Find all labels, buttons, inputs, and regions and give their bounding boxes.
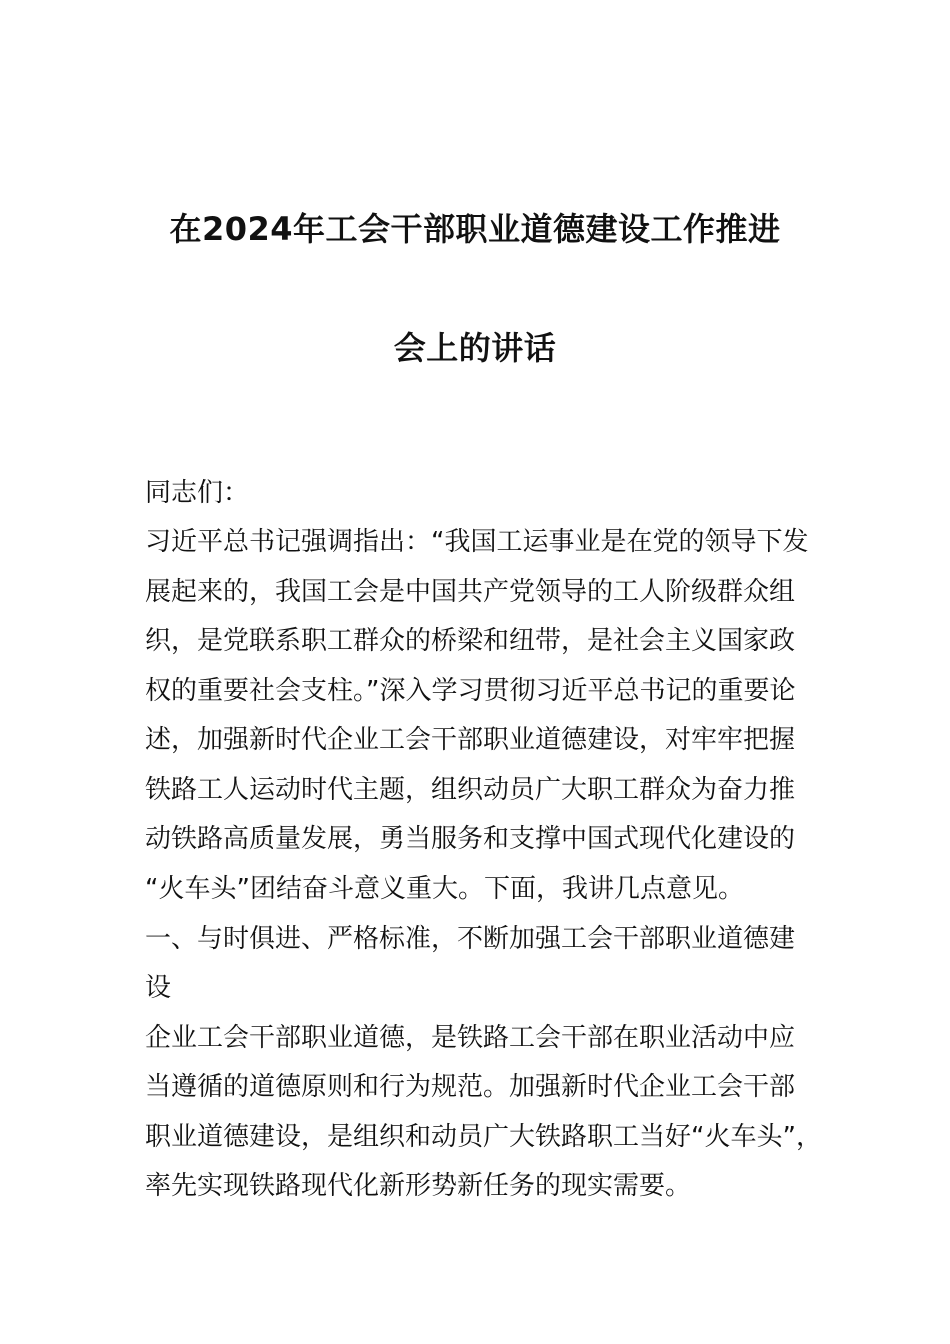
body-line-1: 习近平总书记强调指出：“我国工运事业是在党的领导下发 <box>145 527 809 557</box>
section-heading-line-1: 一、与时俱进、严格标准，不断加强工会干部职业道德建 <box>145 924 796 954</box>
body-line-10: 当遵循的道德原则和行为规范。加强新时代企业工会干部 <box>145 1072 796 1102</box>
body-line-4: 权的重要社会支柱。”深入学习贯彻习近平总书记的重要论 <box>145 676 796 706</box>
body-line-3: 织，是党联系职工群众的桥梁和纽带，是社会主义国家政 <box>145 626 796 656</box>
section-heading-line-2: 设 <box>145 973 172 1003</box>
body-line-5: 述，加强新时代企业工会干部职业道德建设，对牢牢把握 <box>145 725 796 755</box>
body-line-6: 铁路工人运动时代主题，组织动员广大职工群众为奋力推 <box>145 775 796 805</box>
body-line-9: 企业工会干部职业道德，是铁路工会干部在职业活动中应 <box>145 1023 796 1053</box>
document-title-line-2: 会上的讲话 <box>393 329 557 367</box>
body-line-12: 率先实现铁路现代化新形势新任务的现实需要。 <box>145 1171 692 1201</box>
body-line-11: 职业道德建设，是组织和动员广大铁路职工当好“火车头”， <box>145 1122 822 1152</box>
document-title-line-1: 在2024年工会干部职业道德建设工作推进 <box>169 210 781 248</box>
salutation: 同志们： <box>145 478 250 508</box>
body-line-2: 展起来的，我国工会是中国共产党领导的工人阶级群众组 <box>145 577 796 607</box>
body-line-8: “火车头”团结奋斗意义重大。下面，我讲几点意见。 <box>145 874 744 904</box>
body-line-7: 动铁路高质量发展，勇当服务和支撑中国式现代化建设的 <box>145 824 796 854</box>
